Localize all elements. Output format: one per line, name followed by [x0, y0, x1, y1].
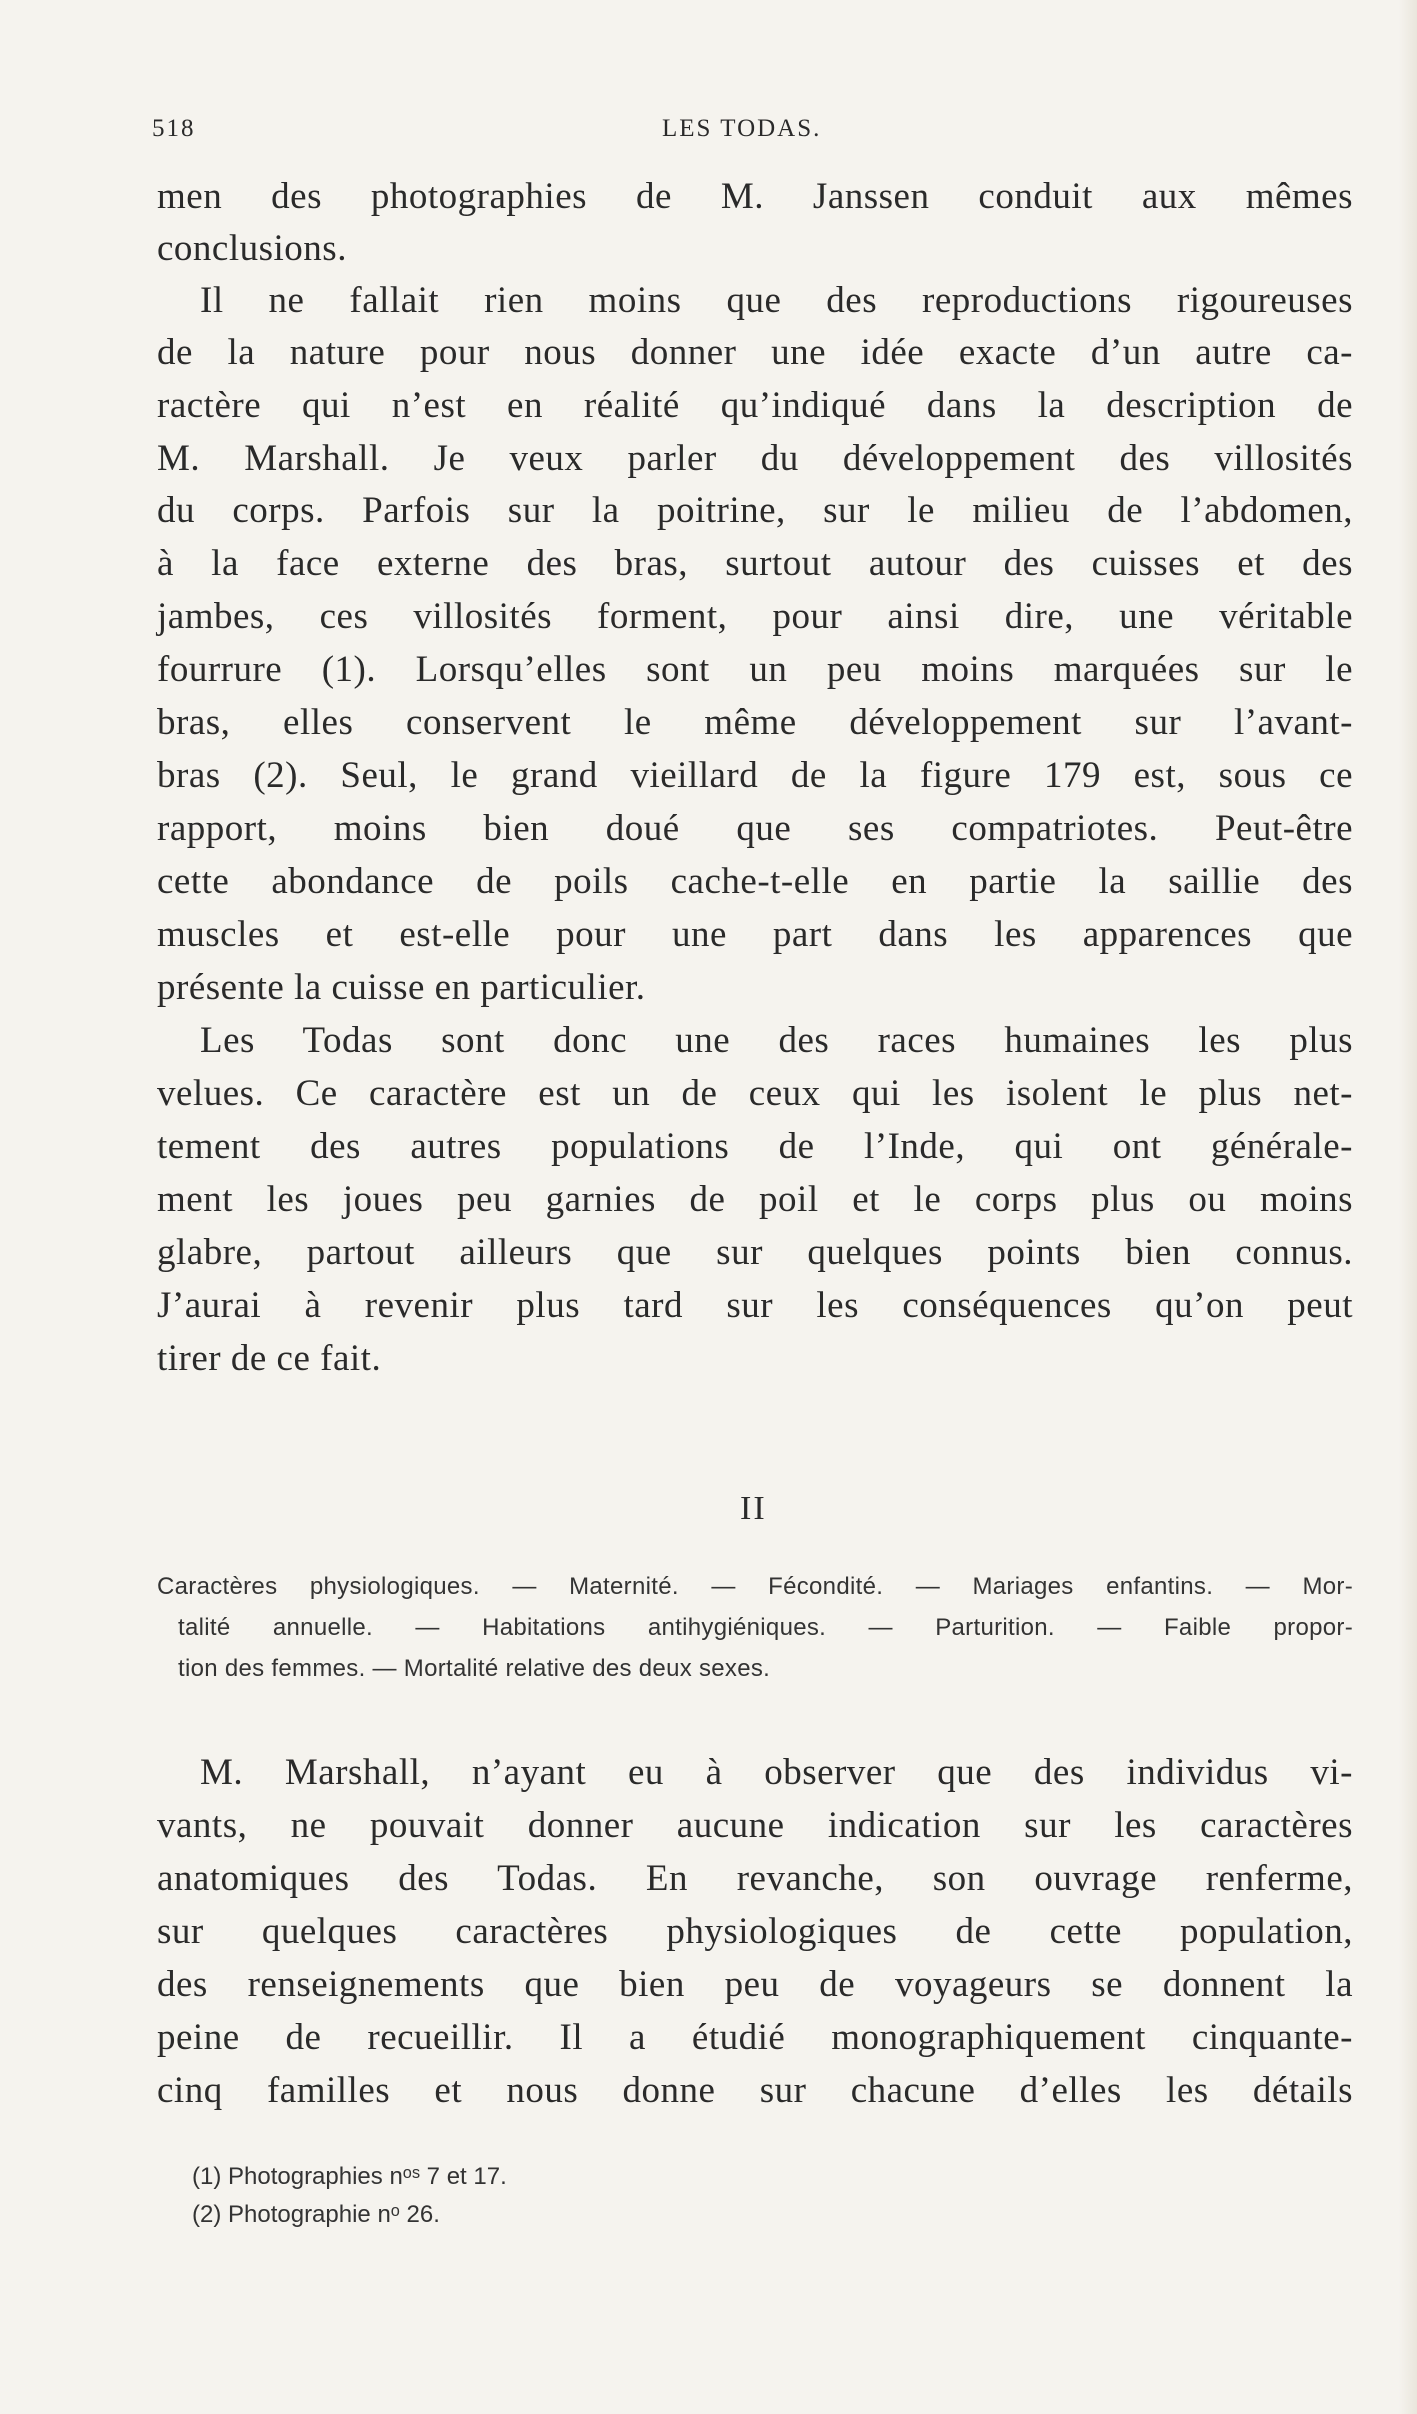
footnote: (2) Photographie nᵒ 26.: [192, 2201, 440, 2228]
text-line: conclusions.: [157, 228, 347, 269]
text-line: tement des autres populations de l’Inde, qui ont générale-: [157, 1126, 1353, 1167]
page-edge-shadow: [1399, 0, 1417, 2414]
text-line: Il ne fallait rien moins que des reproductions rigoureuses: [200, 280, 1353, 321]
text-line: bras (2). Seul, le grand vieillard de la figure 179 est, sous ce: [157, 755, 1353, 796]
text-line: jambes, ces villosités forment, pour ainsi dire, une véritable: [157, 596, 1353, 637]
text-line: des renseignements que bien peu de voyageurs se donnent la: [157, 1964, 1353, 2005]
text-line: glabre, partout ailleurs que sur quelques points bien connus.: [157, 1232, 1353, 1273]
text-line: vants, ne pouvait donner aucune indication sur les caractères: [157, 1805, 1353, 1846]
text-line: men des photographies de M. Janssen conduit aux mêmes: [157, 176, 1353, 217]
text-line: cinq familles et nous donne sur chacune d’elles les détails: [157, 2070, 1353, 2111]
page-number: 518: [152, 115, 196, 142]
summary-line: tion des femmes. — Mortalité relative des deux sexes.: [178, 1655, 771, 1682]
footnote: (1) Photographies nᵒˢ 7 et 17.: [192, 2163, 507, 2190]
text-line: M. Marshall. Je veux parler du développement des villosités: [157, 438, 1353, 479]
text-line: M. Marshall, n’ayant eu à observer que des individus vi-: [200, 1752, 1353, 1793]
text-line: muscles et est-elle pour une part dans les apparences que: [157, 914, 1353, 955]
summary-line: Caractères physiologiques. — Maternité. — Fécondité. — Mariages enfantins. — Mor-: [157, 1573, 1353, 1600]
text-line: du corps. Parfois sur la poitrine, sur le milieu de l’abdomen,: [157, 490, 1353, 531]
text-line: peine de recueillir. Il a étudié monographiquement cinquante-: [157, 2017, 1353, 2058]
text-line: sur quelques caractères physiologiques de cette population,: [157, 1911, 1353, 1952]
text-line: J’aurai à revenir plus tard sur les conséquences qu’on peut: [157, 1285, 1353, 1326]
text-line: bras, elles conservent le même développement sur l’avant-: [157, 702, 1353, 743]
text-line: Les Todas sont donc une des races humaines les plus: [200, 1020, 1353, 1061]
summary-line: talité annuelle. — Habitations antihygiéniques. — Parturition. — Faible propor-: [178, 1614, 1353, 1641]
running-header: [152, 115, 1352, 155]
text-line: à la face externe des bras, surtout autour des cuisses et des: [157, 543, 1353, 584]
text-line: velues. Ce caractère est un de ceux qui les isolent le plus net-: [157, 1073, 1353, 1114]
text-line: rapport, moins bien doué que ses compatriotes. Peut-être: [157, 808, 1353, 849]
text-line: anatomiques des Todas. En revanche, son ouvrage renferme,: [157, 1858, 1353, 1899]
text-line: ment les joues peu garnies de poil et le corps plus ou moins: [157, 1179, 1353, 1220]
text-line: cette abondance de poils cache-t-elle en partie la saillie des: [157, 861, 1353, 902]
text-line: tirer de ce fait.: [157, 1338, 382, 1379]
running-title: LES TODAS.: [662, 115, 822, 142]
section-numeral: II: [740, 1490, 767, 1527]
text-line: fourrure (1). Lorsqu’elles sont un peu moins marquées sur le: [157, 649, 1353, 690]
text-line: ractère qui n’est en réalité qu’indiqué dans la description de: [157, 385, 1353, 426]
text-line: présente la cuisse en particulier.: [157, 967, 646, 1008]
text-line: de la nature pour nous donner une idée exacte d’un autre ca-: [157, 332, 1353, 373]
